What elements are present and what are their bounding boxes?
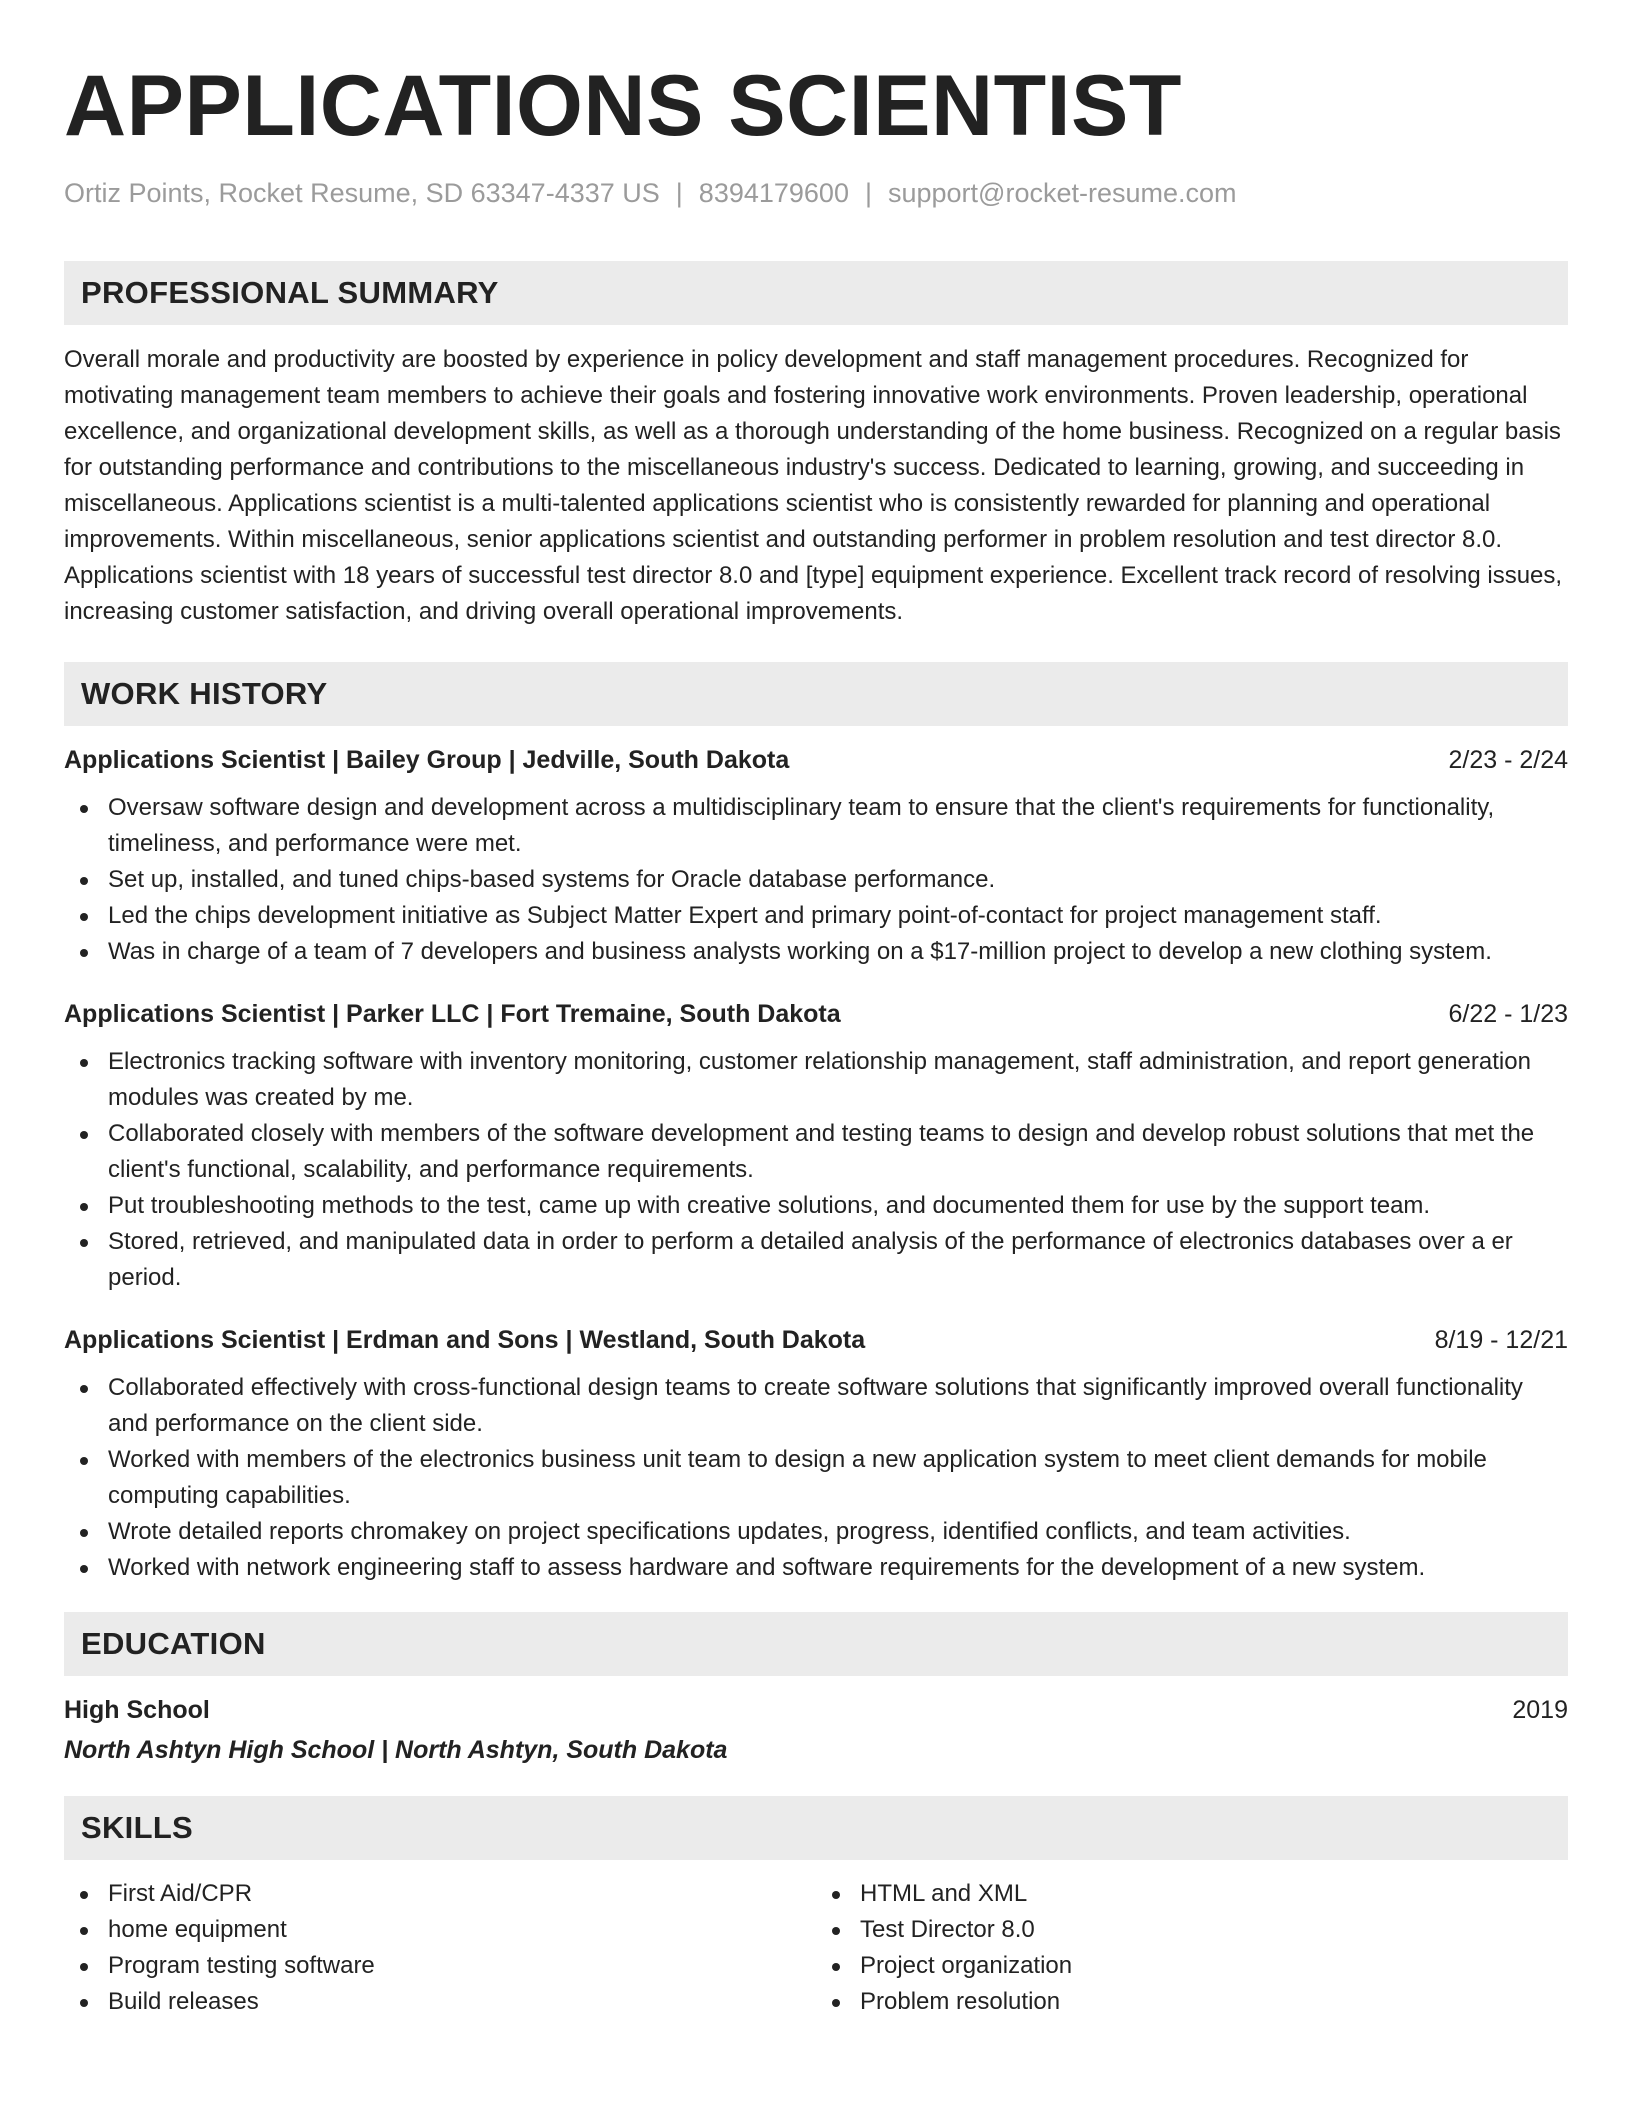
job-bullet: Oversaw software design and development across a multidisciplinary team to ensure that the client's requirements for functionality, timeliness, and performance were met. (64, 790, 1568, 862)
education-year: 2019 (1512, 1696, 1568, 1724)
job-title: Applications Scientist | Erdman and Sons | Westland, South Dakota (64, 1326, 866, 1354)
summary-text: Overall morale and productivity are boosted by experience in policy development and staff management procedures. Recognized for motivating management team members to achieve their goals and fostering innovative work environments. Proven leadership, operational excellence, and organizational development skills, as well as a thorough understanding of the home business. Recognized on a regular basis for outstanding performance and contributions to the miscellaneous industry's success. Dedicated to learning, growing, and succeeding in miscellaneous. Applications scientist is a multi-talented applications scientist who is consistently rewarded for planning and operational improvements. Within miscellaneous, senior applications scientist and outstanding performer in problem resolution and test director 8.0. Applications scientist with 18 years of successful test director 8.0 and [type] equipment experience. Excellent track record of resolving issues, increasing customer satisfaction, and driving overall operational improvements. (64, 346, 1563, 625)
section-heading-summary: PROFESSIONAL SUMMARY (64, 261, 1568, 325)
skill-item: Build releases (64, 1984, 816, 2020)
education-degree: High School (64, 1696, 210, 1724)
contact-address: Ortiz Points, Rocket Resume, SD 63347-4337 US (64, 178, 660, 208)
contact-phone: 8394179600 (698, 178, 849, 208)
job-bullet: Worked with network engineering staff to assess hardware and software requirements for the development of a new system. (64, 1550, 1568, 1586)
skills-list-right (816, 1876, 1568, 2020)
skills-columns (64, 1876, 1568, 2020)
contact-line (64, 176, 1568, 210)
job-bullet: Collaborated effectively with cross-functional design teams to create software solutions that significantly improved overall functionality and performance on the client side. (64, 1370, 1568, 1442)
contact-email: support@rocket-resume.com (887, 178, 1237, 208)
job-bullet-list (64, 1044, 1568, 1296)
job-dates: 8/19 - 12/21 (1434, 1326, 1568, 1354)
job-bullet: Stored, retrieved, and manipulated data in order to perform a detailed analysis of the performance of electronics databases over a er period. (64, 1224, 1568, 1296)
job-bullet: Wrote detailed reports chromakey on project specifications updates, progress, identified conflicts, and team activities. (64, 1514, 1568, 1550)
skill-item: home equipment (64, 1912, 816, 1948)
skills-list-left (64, 1876, 816, 2020)
job-bullet: Put troubleshooting methods to the test, came up with creative solutions, and documented them for use by the support team. (64, 1188, 1568, 1224)
skill-item: Project organization (816, 1948, 1568, 1984)
education-school: North Ashtyn High School | North Ashtyn, South Dakota (64, 1736, 728, 1764)
education-header (64, 1692, 1568, 1728)
job-bullet: Worked with members of the electronics business unit team to design a new application system to meet client demands for mobile computing capabilities. (64, 1442, 1568, 1514)
job-header (64, 996, 1568, 1032)
contact-separator: | (675, 178, 683, 208)
job-bullet: Collaborated closely with members of the software development and testing teams to design and develop robust solutions that met the client's functional, scalability, and performance requirements. (64, 1116, 1568, 1188)
job-dates: 2/23 - 2/24 (1448, 746, 1568, 774)
skill-item: Problem resolution (816, 1984, 1568, 2020)
page-title: APPLICATIONS SCIENTIST (64, 58, 1182, 154)
job-bullet: Led the chips development initiative as Subject Matter Expert and primary point-of-contact for project management staff. (64, 898, 1568, 934)
section-heading-skills: SKILLS (64, 1796, 1568, 1860)
job-entry (64, 1322, 1568, 1586)
job-header (64, 742, 1568, 778)
job-title: Applications Scientist | Bailey Group | Jedville, South Dakota (64, 746, 790, 774)
job-bullet-list (64, 1370, 1568, 1586)
contact-separator: | (864, 178, 872, 208)
job-header (64, 1322, 1568, 1358)
job-bullet-list (64, 790, 1568, 970)
section-heading-education: EDUCATION (64, 1612, 1568, 1676)
skill-item: Test Director 8.0 (816, 1912, 1568, 1948)
job-title: Applications Scientist | Parker LLC | Fort Tremaine, South Dakota (64, 1000, 841, 1028)
job-dates: 6/22 - 1/23 (1448, 1000, 1568, 1028)
job-bullet: Set up, installed, and tuned chips-based systems for Oracle database performance. (64, 862, 1568, 898)
skill-item: HTML and XML (816, 1876, 1568, 1912)
job-bullet: Electronics tracking software with inventory monitoring, customer relationship management, staff administration, and report generation modules was created by me. (64, 1044, 1568, 1116)
skill-item: Program testing software (64, 1948, 816, 1984)
skill-item: First Aid/CPR (64, 1876, 816, 1912)
job-entry (64, 742, 1568, 970)
job-entry (64, 996, 1568, 1296)
job-bullet: Was in charge of a team of 7 developers and business analysts working on a $17-million project to develop a new clothing system. (64, 934, 1568, 970)
section-heading-work-history: WORK HISTORY (64, 662, 1568, 726)
